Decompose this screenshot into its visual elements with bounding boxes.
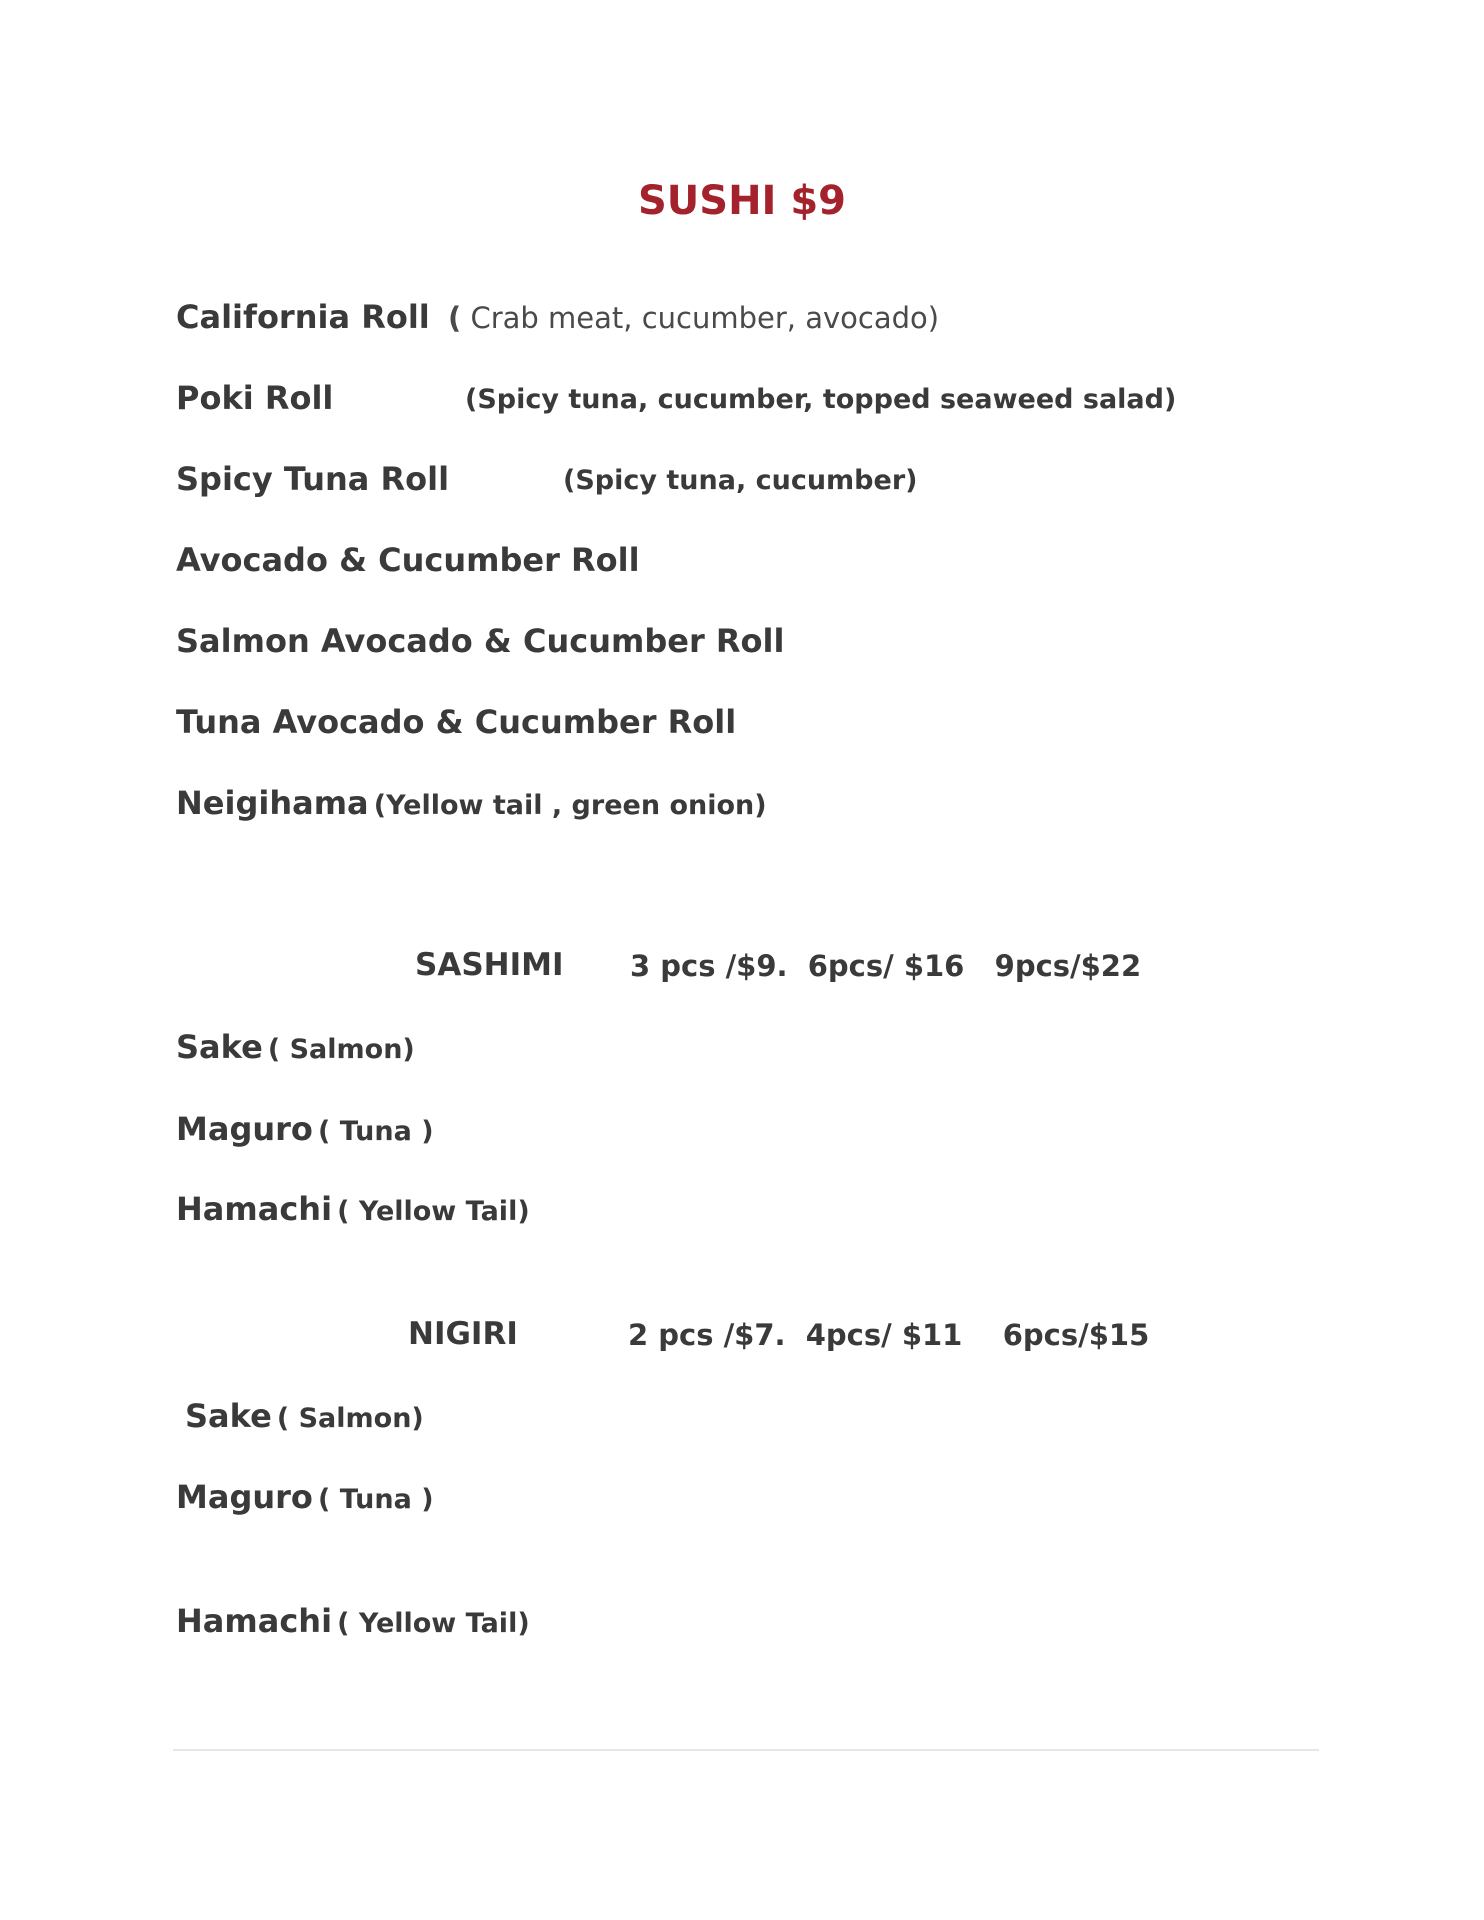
nigiri-item-desc: ( Salmon) <box>276 1403 424 1434</box>
nigiri-item-name: Sake <box>185 1397 272 1435</box>
desc-open-paren: ( <box>448 301 462 335</box>
sashimi-item <box>176 1110 434 1148</box>
sushi-item <box>176 784 767 822</box>
nigiri-item-name: Hamachi <box>176 1602 333 1640</box>
sushi-item-desc <box>448 301 939 335</box>
sushi-item-desc: (Spicy tuna, cucumber, topped seaweed salad) <box>465 384 1177 415</box>
sushi-item-name: Spicy Tuna Roll <box>176 460 450 498</box>
nigiri-item-name: Maguro <box>176 1478 313 1516</box>
sashimi-prices: 3 pcs /$9. 6pcs/ $16 9pcs/$22 <box>630 949 1142 983</box>
sashimi-item-name: Sake <box>176 1028 263 1066</box>
sushi-item-name: Avocado & Cucumber Roll <box>176 541 640 579</box>
sashimi-item-name: Hamachi <box>176 1190 333 1228</box>
sashimi-item <box>176 1028 415 1066</box>
sashimi-heading: SASHIMI <box>415 947 564 983</box>
sashimi-item <box>176 1190 530 1228</box>
sushi-item-desc: (Yellow tail , green onion) <box>373 790 767 821</box>
sushi-item-desc: (Spicy tuna, cucumber) <box>563 465 918 496</box>
desc-text: Crab meat, cucumber, avocado) <box>461 301 940 335</box>
nigiri-heading: NIGIRI <box>408 1316 518 1352</box>
nigiri-item-desc: ( Yellow Tail) <box>337 1608 530 1639</box>
sushi-item-name: Salmon Avocado & Cucumber Roll <box>176 622 785 660</box>
sashimi-item-desc: ( Tuna ) <box>317 1116 434 1147</box>
sushi-item-name: California Roll <box>176 298 430 336</box>
nigiri-item <box>185 1397 424 1435</box>
sushi-title: SUSHI $9 <box>637 178 847 224</box>
sushi-item-name: Poki Roll <box>176 379 334 417</box>
nigiri-item <box>176 1602 530 1640</box>
footer-divider <box>173 1749 1319 1751</box>
sashimi-item-desc: ( Yellow Tail) <box>337 1196 530 1227</box>
sushi-item-name: Neigihama <box>176 784 369 822</box>
nigiri-item-desc: ( Tuna ) <box>317 1484 434 1515</box>
sushi-item-name: Tuna Avocado & Cucumber Roll <box>176 703 737 741</box>
sashimi-item-desc: ( Salmon) <box>267 1034 415 1065</box>
nigiri-prices: 2 pcs /$7. 4pcs/ $11 6pcs/$15 <box>628 1318 1150 1352</box>
sashimi-item-name: Maguro <box>176 1110 313 1148</box>
nigiri-item <box>176 1478 434 1516</box>
